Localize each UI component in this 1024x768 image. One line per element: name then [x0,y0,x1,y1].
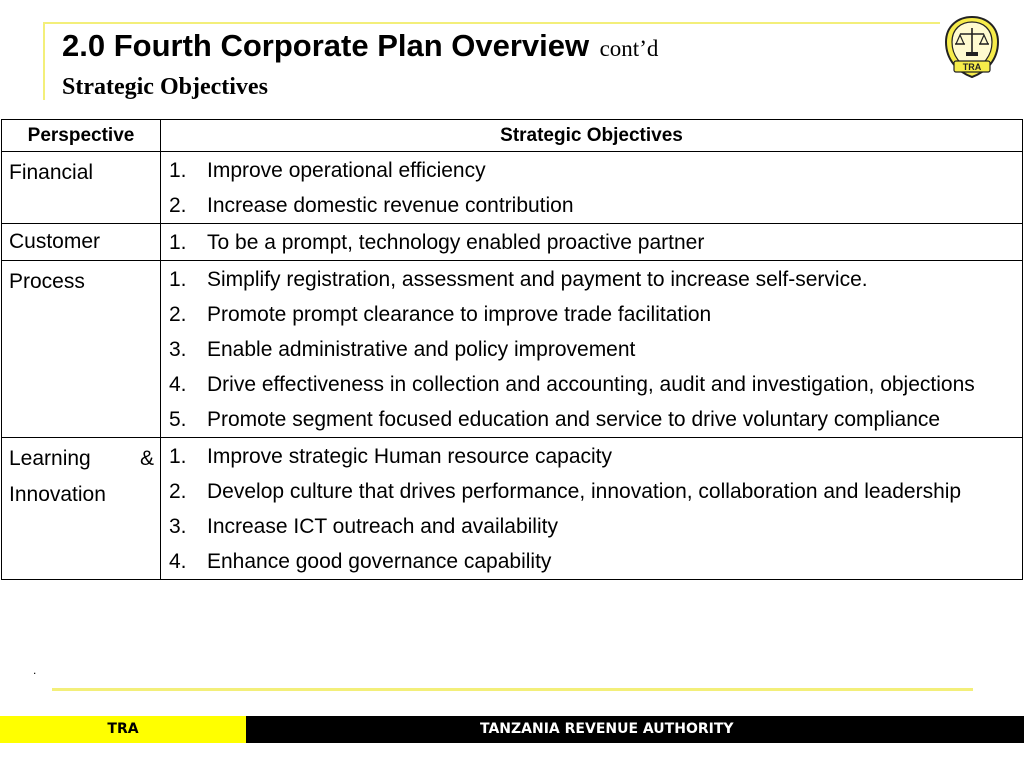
objective-text: To be a prompt, technology enabled proactive partner [207,231,705,254]
page-title-suffix: cont’d [599,36,659,61]
objective-text: Drive effectiveness in collection and accounting, audit and investigation, objections [207,373,975,396]
footer-bar [0,716,1024,743]
list-item [161,188,1018,223]
item-number: 1. [169,231,187,254]
table-row-customer [2,224,1023,261]
header-rule-left [43,22,45,100]
list-item [161,474,1018,509]
objective-text: Promote segment focused education and service to drive voluntary compliance [207,408,941,431]
table-header-row [2,120,1023,152]
objectives-financial [161,152,1023,224]
stray-mark: . [33,663,37,677]
list-item [161,153,1018,188]
perspective-process: Process [2,261,161,438]
table-row-learning-innovation [2,438,1023,580]
perspective-line-2: Innovation [9,483,106,506]
list-item [161,225,1018,260]
item-number: 4. [169,373,187,396]
objectives-learning-innovation [161,438,1023,580]
item-number: 4. [169,550,187,573]
header-perspective: Perspective [2,120,161,152]
list-item [161,439,1018,474]
page-subtitle: Strategic Objectives [62,74,268,100]
objective-text: Promote prompt clearance to improve trade facilitation [207,303,712,326]
perspective-financial: Financial [2,152,161,224]
objective-text: Simplify registration, assessment and payment to increase self-service. [207,268,868,291]
objective-text: Increase domestic revenue contribution [207,194,574,217]
list-item [161,509,1018,544]
list-item [161,297,1018,332]
item-number: 3. [169,338,187,361]
list-item [161,367,1018,402]
objective-text: Enable administrative and policy improvement [207,338,636,361]
logo-text: TRA [962,62,982,72]
objective-text: Improve operational efficiency [207,159,486,182]
list-item [161,544,1018,579]
header-strategic-objectives: Strategic Objectives [161,120,1023,152]
objectives-customer [161,224,1023,261]
page-title [62,28,658,64]
footer-rule [52,688,973,691]
footer-left-label: TRA [0,716,246,743]
table-row-process [2,261,1023,438]
perspective-line-1: Learning & [9,447,154,470]
objective-text: Increase ICT outreach and availability [207,515,558,538]
item-number: 5. [169,408,187,431]
item-number: 1. [169,159,187,182]
item-number: 1. [169,445,187,468]
perspective-learning-innovation [2,438,161,580]
page-title-main: 2.0 Fourth Corporate Plan Overview [62,28,590,63]
list-item [161,402,1018,437]
item-number: 2. [169,480,187,503]
objective-text: Improve strategic Human resource capacity [207,445,612,468]
list-item [161,332,1018,367]
list-item [161,262,1018,297]
item-number: 2. [169,194,187,217]
item-number: 1. [169,268,187,291]
objectives-table [1,119,1023,580]
footer-right-label: TANZANIA REVENUE AUTHORITY [480,721,734,737]
objective-text: Enhance good governance capability [207,550,552,573]
tra-logo [941,14,1003,80]
item-number: 3. [169,515,187,538]
item-number: 2. [169,303,187,326]
perspective-customer: Customer [2,224,161,261]
objectives-process [161,261,1023,438]
header-rule-top [43,22,940,24]
table-row-financial [2,152,1023,224]
objective-text: Develop culture that drives performance, innovation, collaboration and leadership [207,480,962,503]
